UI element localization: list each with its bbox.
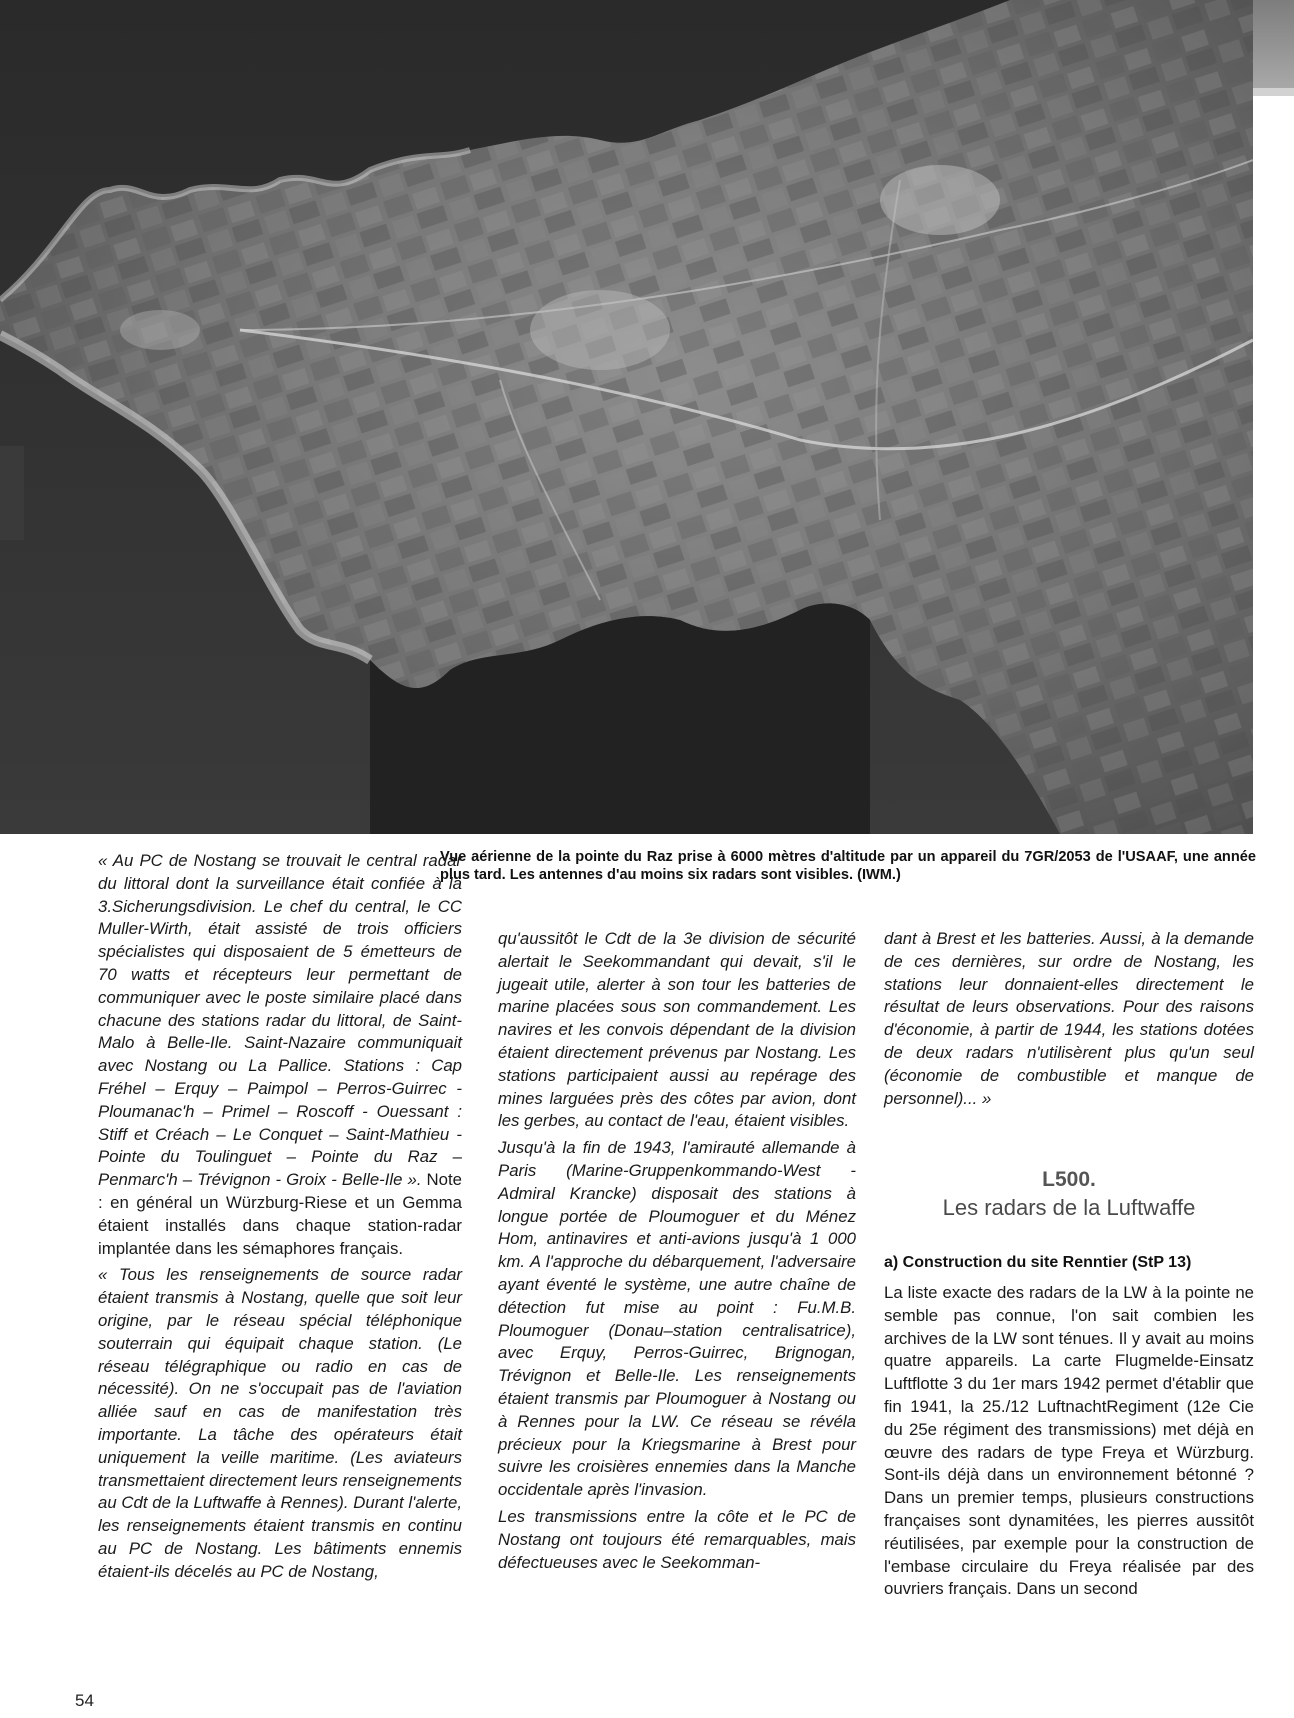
page-edge-tab — [1253, 0, 1294, 88]
paragraph: Jusqu'à la fin de 1943, l'amirauté allemande à Paris (Marine-Gruppenkommando-West - Admiral Krancke) disposait des stations à longue portée de Ploumoguer et du Ménez Hom, antinavires et anti-avions jusqu'à 1 000 km. A l'approche du débarquement, l'adversaire ayant éventé le système, une autre chaîne de détection fut mise au point : Fu.M.B. Ploumoguer (Donau–station centralisatrice), avec Erquy, Perros-Guirrec, Brignogan, Trévignon et Belle-Ile. Les renseignements étaient transmis par Ploumoguer à Nostang ou à Rennes pour la LW. Ce réseau se révéla précieux pour la Kriegsmarine à Brest pour suivre les croisières ennemies dans la Manche occidentale après l'invasion. — [498, 1138, 856, 1500]
section-number: L500. — [1042, 1168, 1096, 1191]
section-heading — [884, 1166, 1254, 1222]
paragraph: La liste exacte des radars de la LW à la pointe ne semble pas connue, l'on sait combien les archives de la LW sont ténues. Il y avait au moins quatre appareils. La carte Flugmelde-Einsatz Luftflotte 3 du 1er mars 1942 permet d'établir que fin 1941, la 25./12 LuftnachtRegiment (12e Cie du 25e régiment des transmissions) met déjà en œuvre des radars de type Freya et Würzburg. Sont-ils déjà dans un environnement bétonné ? Dans un premier temps, plusieurs constructions françaises sont dynamitées, les pierres aussitôt réutilisées, par exemple pour la construction de l'embase circulaire du Freya réalisée par des ouvriers français. Dans un second — [884, 1283, 1254, 1599]
paragraph — [98, 850, 462, 1260]
page-edge-tab-band — [1253, 88, 1294, 96]
subsection-heading: a) Construction du site Renntier (StP 13) — [884, 1254, 1192, 1271]
aerial-photo — [0, 0, 1253, 834]
page-edge-mark — [0, 446, 24, 540]
text-column-3 — [884, 928, 1254, 1110]
page-number: 54 — [75, 1691, 94, 1710]
quote-text: « Au PC de Nostang se trouvait le central radar du littoral dont la surveillance était confiée à la 3.Sicherungsdivision. Le chef du central, le CC Muller-Wirth, était assisté de trois officiers spécialistes qui disposaient de 5 émetteurs de 70 watts et récepteurs leur permettant de communiquer avec le poste similaire placé dans chacune des stations radar du littoral, de Saint-Malo à Belle-Ile. Saint-Nazaire communiquait avec Nostang ou La Pallice. Stations : Cap Fréhel – Erquy – Paimpol – Perros-Guirrec - Ploumanac'h – Primel – Roscoff - Ouessant : Stiff et Créach – Le Conquet – Saint-Mathieu - Pointe du Toulinguet – Pointe du Raz – Penmarc'h – Trévignon - Groix - Belle-Ile ». — [98, 851, 462, 1190]
text-column-4 — [884, 1282, 1254, 1601]
photo-caption: Vue aérienne de la pointe du Raz prise à 6000 mètres d'altitude par un appareil du 7GR/2053 de l'USAAF, une année plus tard. Les antennes d'au moins six radars sont visibles. (IWM.) — [440, 849, 1256, 883]
text-column-1 — [98, 850, 462, 1588]
paragraph: qu'aussitôt le Cdt de la 3e division de sécurité alertait le Seekommandant qui devait, s'il le jugeait utile, alerter à son tour les batteries de marine placées sous son commandement. Les navires et les convois dépendant de la division étaient directement prévenus par Nostang. Les stations participaient aussi au repérage des mines larguées près des côtes par avion, dont les gerbes, au contact de l'eau, étaient visibles. — [498, 929, 856, 1131]
section-subtitle: Les radars de la Luftwaffe — [942, 1195, 1196, 1220]
note-text: Note : en général un Würzburg-Riese et un Gemma étaient installés dans chaque station-radar implantée dans les sémaphores français. — [98, 1170, 462, 1258]
paragraph: Les transmissions entre la côte et le PC de Nostang ont toujours été remarquables, mais défectueuses avec le Seekomman- — [498, 1506, 856, 1572]
paragraph: dant à Brest et les batteries. Aussi, à la demande de ces dernières, sur ordre de Nostang, les stations leur donnaient-elles directement le résultat de leurs observations. Pour des raisons d'économie, à partir de 1944, les stations dotées de deux radars n'utilisèrent plus qu'un seul (économie de combustible et manque de personnel)... » — [884, 929, 1254, 1108]
text-column-2 — [498, 928, 856, 1578]
paragraph: « Tous les renseignements de source radar étaient transmis à Nostang, quelle que soit leur origine, par le réseau spécial téléphonique souterrain qui équipait chaque station. (Le réseau télégraphique ou radio en cas de nécessité). On ne s'occupait pas de l'aviation alliée sauf en cas de manifestation très importante. La tâche des opérateurs était uniquement la veille maritime. (Les aviateurs transmettaient directement leurs renseignements au Cdt de la Luftwaffe à Rennes). Durant l'alerte, les renseignements étaient transmis en continu au PC de Nostang. Les bâtiments ennemis étaient-ils décelés au PC de Nostang, — [98, 1265, 462, 1581]
aerial-photo-drawing — [0, 0, 1253, 834]
